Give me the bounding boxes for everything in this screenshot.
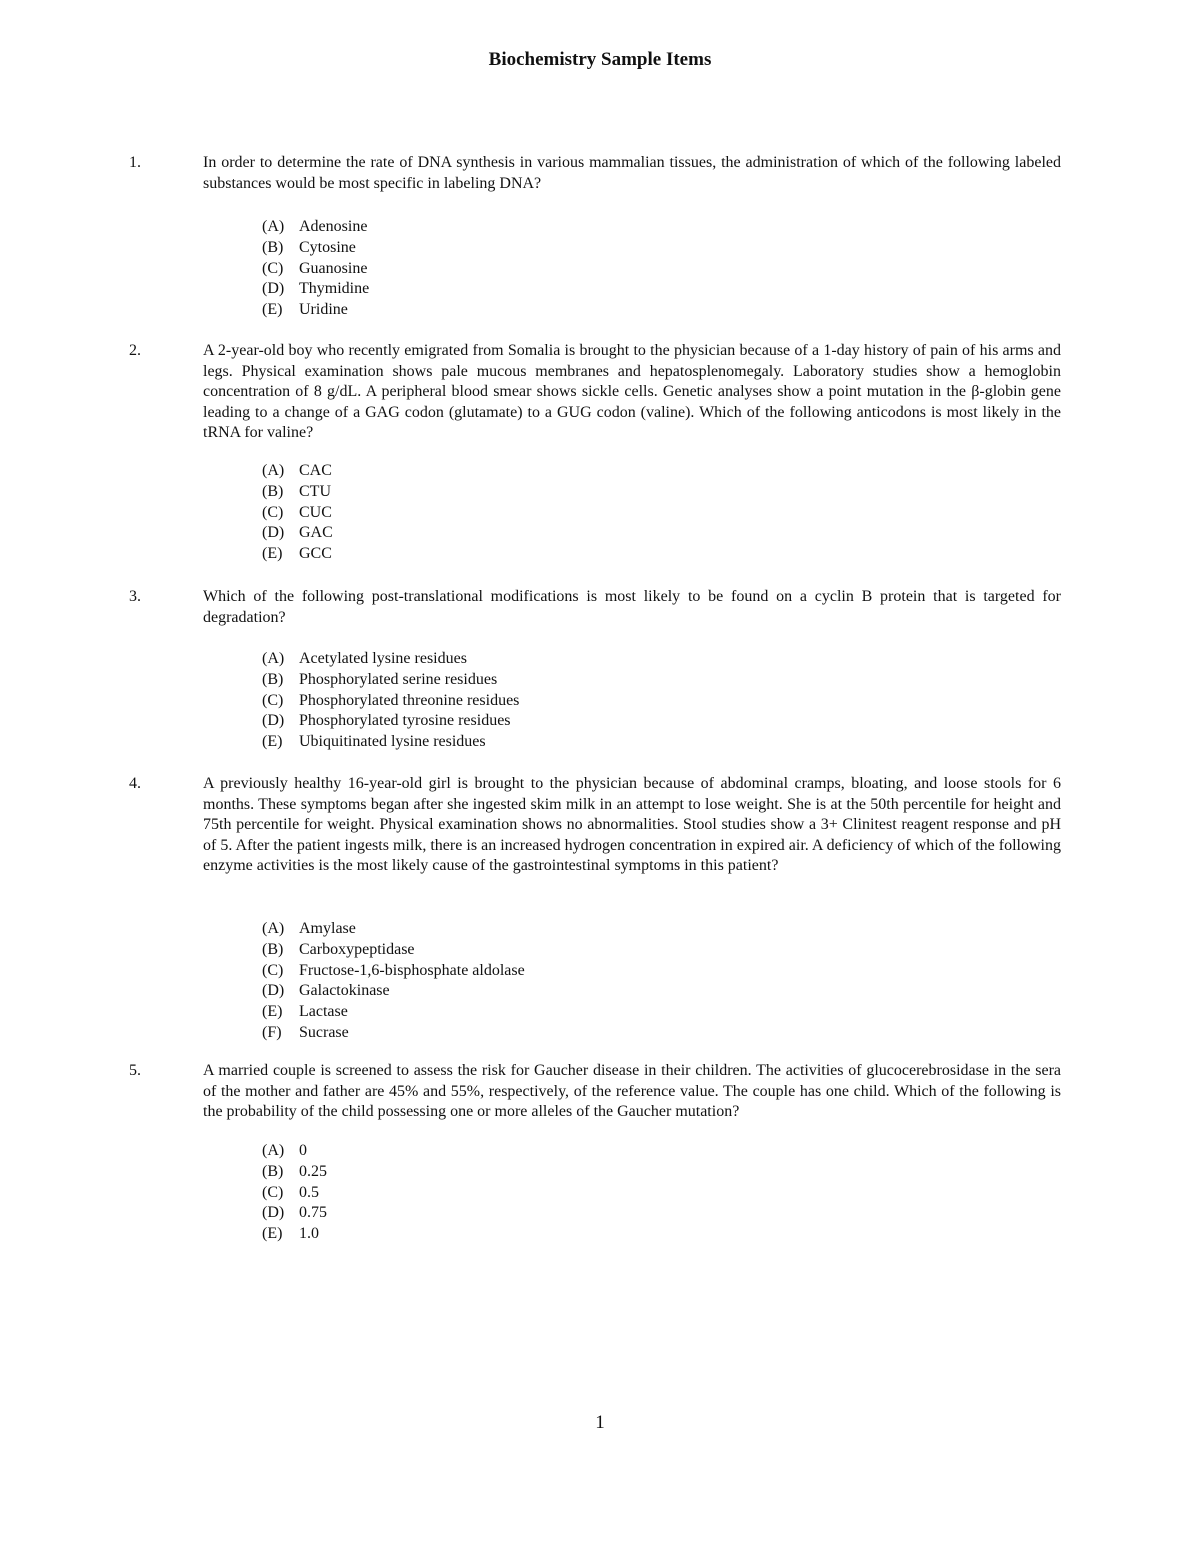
question-number: 3. [129,588,141,605]
option-text: Acetylated lysine residues [299,650,467,667]
question-number: 2. [129,342,141,359]
answer-option [262,981,525,1002]
option-text: 0.25 [299,1162,327,1180]
option-letter: (B) [262,1162,284,1180]
option-letter: (A) [262,1142,285,1159]
option-letter: (A) [262,650,285,667]
option-letter: (B) [262,482,284,500]
answer-option [262,732,519,753]
option-letter: (E) [262,1003,283,1021]
question-text: In order to determine the rate of DNA synthesis in various mammalian tissues, the administration of which of the following labeled substances would be most specific in labeling DNA? [203,154,1061,192]
option-text: Thymidine [299,280,370,298]
answer-option [262,1141,327,1162]
option-letter: (B) [262,238,284,256]
page-title: Biochemistry Sample Items [488,49,712,70]
option-text: Guanosine [299,259,368,277]
answer-option [262,1224,327,1245]
answer-option [262,711,519,732]
option-letter: (D) [262,712,285,730]
answer-options [262,461,333,565]
answer-option [262,919,525,940]
answer-options [262,649,519,753]
option-letter: (B) [262,670,284,688]
option-text: CUC [299,503,332,521]
answer-option [262,259,369,280]
option-letter: (F) [262,1023,282,1041]
option-text: CTU [299,482,331,500]
question-text: A 2-year-old boy who recently emigrated from Somalia is brought to the physician because of a 1-day history of pain of his arms and legs. Physical examination shows pale mucous membranes and hepatosplenomegaly. Laboratory studies show a hemoglobin concentration of 8 g/dL. A peripheral blood smear shows sickle cells. Genetic analyses show a point mutation in the β-globin gene leading to a change of a GAG codon (glutamate) to a GUG codon (valine). Which of the following anticodons is most likely in the tRNA for valine? [203,342,1061,441]
option-text: GCC [299,545,332,563]
question-text: A previously healthy 16-year-old girl is brought to the physician because of abdominal cramps, bloating, and loose stools for 6 months. These symptoms began after she ingested skim milk in an attempt to lose weight. She is at the 50th percentile for height and 75th percentile for weight. Physical examination shows no abnormalities. Stool studies show a 3+ Clinitest reagent response and pH of 5. After the patient ingests milk, there is an increased hydrogen concentration in expired air. A deficiency of which of the following enzyme activities is the most likely cause of the gastrointestinal symptoms in this patient? [203,775,1061,874]
option-letter: (E) [262,733,283,751]
question-text: Which of the following post-translational modifications is most likely to be found on a cyclin B protein that is targeted for degradation? [203,588,1061,626]
option-text: Cytosine [299,238,356,256]
option-letter: (B) [262,940,284,958]
answer-option [262,1002,525,1023]
option-letter: (A) [262,920,285,937]
answer-option [262,1203,327,1224]
option-text: 1.0 [299,1225,319,1243]
answer-option [262,503,333,524]
option-letter: (E) [262,1225,283,1243]
option-text: Carboxypeptidase [299,940,415,958]
option-text: Fructose-1,6-bisphosphate aldolase [299,961,525,979]
option-letter: (A) [262,218,285,235]
option-letter: (E) [262,545,283,563]
answer-option [262,1162,327,1183]
option-text: 0.75 [299,1204,327,1222]
option-text: Ubiquitinated lysine residues [299,733,486,751]
answer-option [262,649,519,670]
option-text: Phosphorylated serine residues [299,670,498,688]
option-text: Phosphorylated threonine residues [299,691,520,709]
answer-options [262,919,525,1044]
answer-option [262,1183,327,1204]
option-text: 0 [299,1142,307,1159]
option-text: Uridine [299,301,348,319]
answer-option [262,523,333,544]
answer-option [262,279,369,300]
answer-option [262,461,333,482]
question-number: 4. [129,775,141,792]
option-text: Phosphorylated tyrosine residues [299,712,511,730]
option-letter: (D) [262,982,285,1000]
answer-option [262,961,525,982]
answer-option [262,670,519,691]
answer-option [262,1023,525,1044]
page-number: 1 [595,1412,605,1433]
question-number: 5. [129,1062,141,1079]
answer-options [262,1141,327,1245]
answer-option [262,482,333,503]
answer-options [262,217,369,321]
option-letter: (C) [262,259,284,277]
answer-option [262,300,369,321]
option-text: Adenosine [299,218,368,235]
option-letter: (C) [262,1183,284,1201]
option-text: Galactokinase [299,982,390,1000]
option-letter: (D) [262,524,285,542]
answer-option [262,940,525,961]
option-text: 0.5 [299,1183,319,1201]
option-text: Amylase [299,920,356,937]
option-letter: (A) [262,462,285,479]
option-text: Sucrase [299,1023,349,1041]
answer-option [262,691,519,712]
option-text: Lactase [299,1003,348,1021]
option-letter: (C) [262,961,284,979]
option-text: GAC [299,524,333,542]
option-letter: (C) [262,503,284,521]
option-text: CAC [299,462,332,479]
option-letter: (E) [262,301,283,319]
question-number: 1. [129,154,141,171]
question-text: A married couple is screened to assess the risk for Gaucher disease in their children. The activities of glucocerebrosidase in the sera of the mother and father are 45% and 55%, respectively, of the reference value. The couple has one child. Which of the following is the probability of the child possessing one or more alleles of the Gaucher mutation? [203,1062,1061,1120]
answer-option [262,544,333,565]
option-letter: (D) [262,280,285,298]
answer-option [262,238,369,259]
answer-option [262,217,369,238]
option-letter: (C) [262,691,284,709]
option-letter: (D) [262,1204,285,1222]
